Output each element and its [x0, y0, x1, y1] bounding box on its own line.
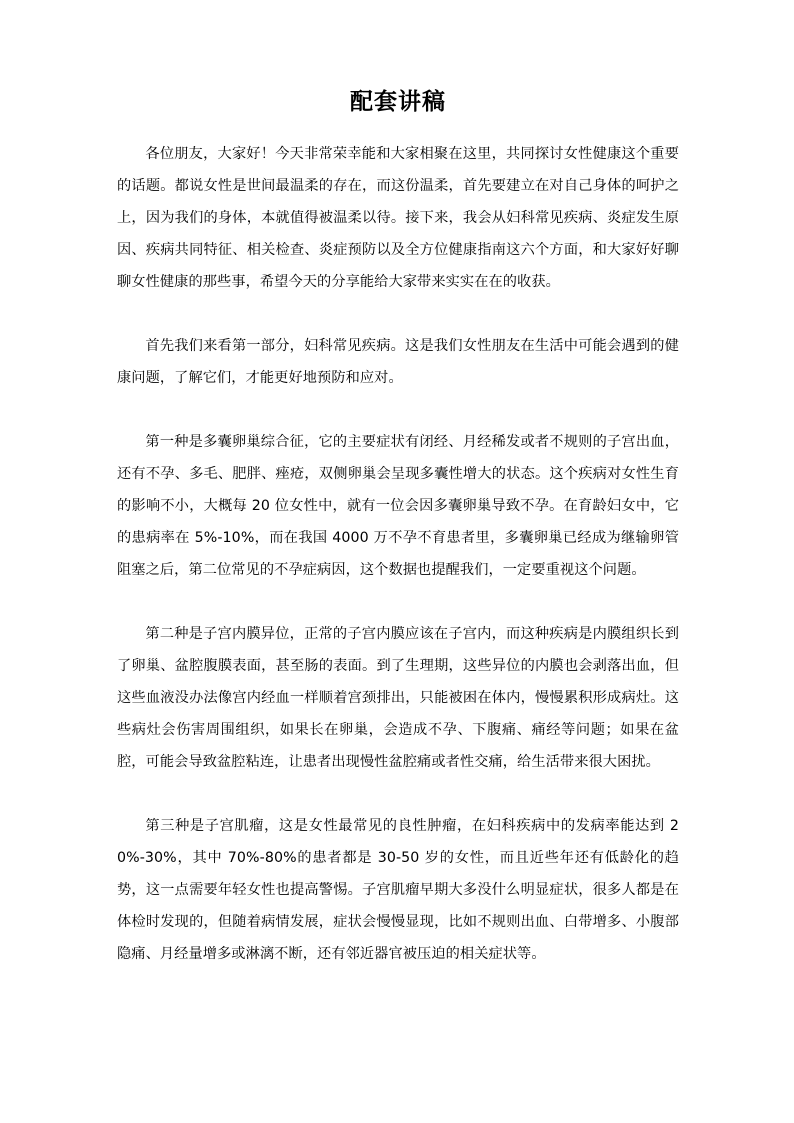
- paragraph-uterine-fibroids: 第三种是子宫肌瘤，这是女性最常见的良性肿瘤，在妇科疾病中的发病率能达到 20%-30%，其中 70%-80%的患者都是 30-50 岁的女性，而且近些年还有低龄化的趋势，这一点需要年轻女性也提高警惕。子宫肌瘤早期大多没什么明显症状，很多人都是在体检时发现的，但随着病情发展，症状会慢慢显现，比如不规则出血、白带增多、小腹部隐痛、月经量增多或淋漓不断，还有邻近器官被压迫的相关症状等。: [117, 818, 679, 962]
- page-title: 配套讲稿: [350, 88, 446, 115]
- paragraph-intro: 各位朋友，大家好！今天非常荣幸能和大家相聚在这里，共同探讨女性健康这个重要的话题。都说女性是世间最温柔的存在，而这份温柔，首先要建立在对自己身体的呵护之上，因为我们的身体，本就值得被温柔以待。接下来，我会从妇科常见疾病、炎症发生原因、疾病共同特征、相关检查、炎症预防以及全方位健康指南这六个方面，和大家好好聊聊女性健康的那些事，希望今天的分享能给大家带来实实在在的收获。: [117, 146, 679, 290]
- paragraph-pcos: 第一种是多囊卵巢综合征，它的主要症状有闭经、月经稀发或者不规则的子宫出血，还有不孕、多毛、肥胖、痤疮，双侧卵巢会呈现多囊性增大的状态。这个疾病对女性生育的影响不小，大概每 20 位女性中，就有一位会因多囊卵巢导致不孕。在育龄妇女中，它的患病率在 5%-10%，而在我国 4000 万不孕不育患者里，多囊卵巢已经成为继输卵管阻塞之后，第二位常见的不孕症病因，这个数据也提醒我们，一定要重视这个问题。: [117, 434, 679, 578]
- paragraph-section-one-lead: 首先我们来看第一部分，妇科常见疾病。这是我们女性朋友在生活中可能会遇到的健康问题，了解它们，才能更好地预防和应对。: [117, 338, 679, 386]
- document-body: [117, 84, 679, 970]
- paragraph-endometriosis: 第二种是子宫内膜异位，正常的子宫内膜应该在子宫内，而这种疾病是内膜组织长到了卵巢、盆腔腹膜表面，甚至肠的表面。到了生理期，这些异位的内膜也会剥落出血，但这些血液没办法像宫内经血一样顺着宫颈排出，只能被困在体内，慢慢累积形成病灶。这些病灶会伤害周围组织，如果长在卵巢，会造成不孕、下腹痛、痛经等问题；如果在盆腔，可能会导致盆腔粘连，让患者出现慢性盆腔痛或者性交痛，给生活带来很大困扰。: [117, 626, 679, 770]
